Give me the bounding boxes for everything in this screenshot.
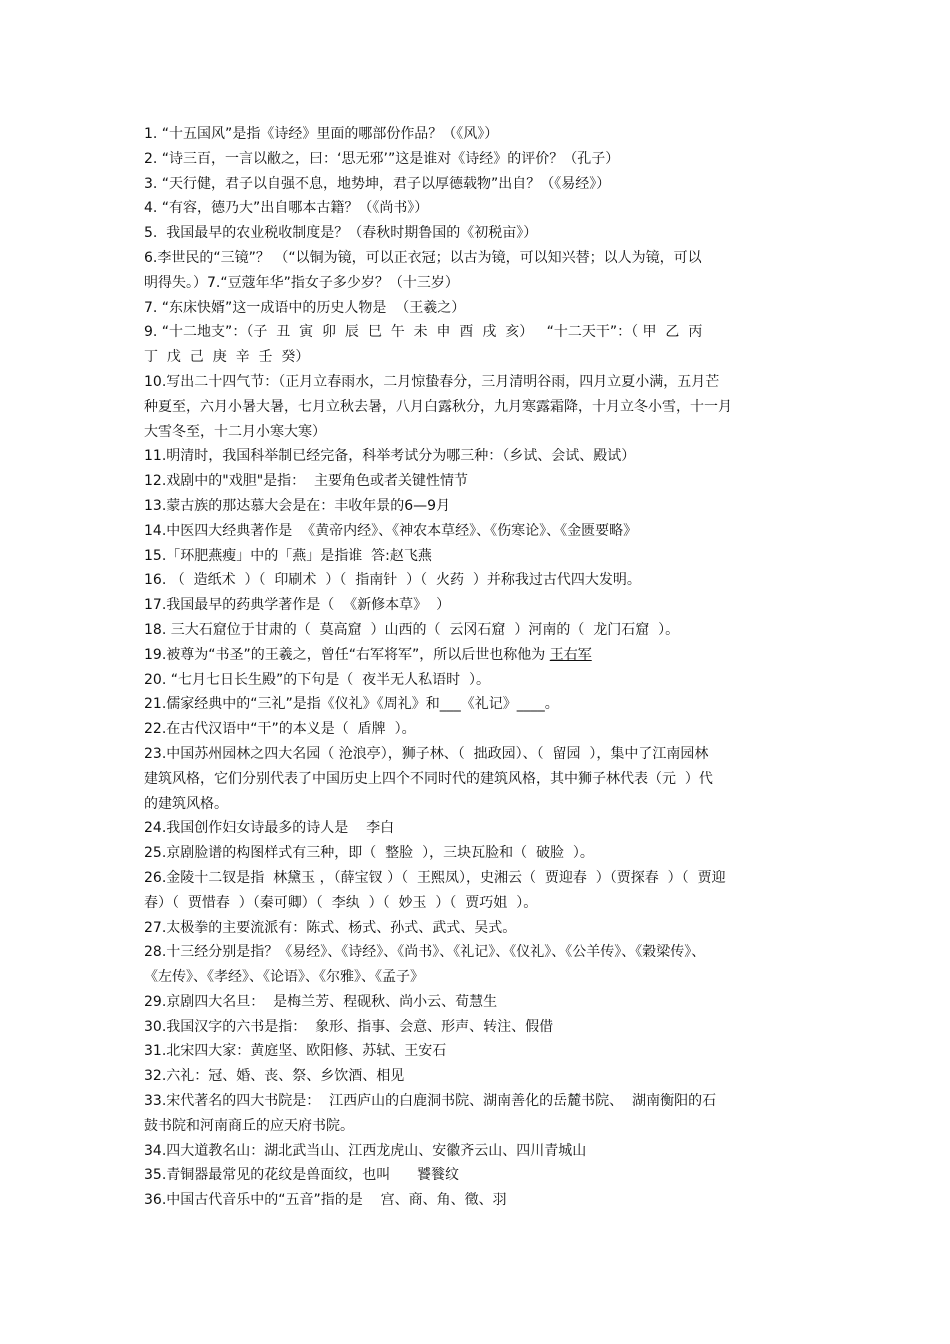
text-line — [144, 246, 814, 271]
text-line — [144, 1015, 814, 1040]
line-text: 28.十三经分别是指？《易经》、《诗经》、《尚书》、《礼记》、《仪礼》、《公羊传》、《穀梁传》、 — [144, 944, 706, 961]
text-line — [144, 866, 814, 891]
text-line — [144, 196, 814, 221]
text-line — [144, 1163, 814, 1188]
line-text: 22.在古代汉语中“干”的本义是（ 盾牌 ）。 — [144, 721, 416, 738]
line-text: 20. “七月七日长生殿”的下句是（ 夜半无人私语时 ）。 — [144, 671, 491, 688]
text-line — [144, 345, 814, 370]
line-text: 6.李世民的“三镜”？ （“以铜为镜，可以正衣冠；以古为镜，可以知兴替；以人为镜，可以 — [144, 249, 702, 266]
text-line — [144, 1064, 814, 1089]
line-text: 7. “东床快婿”这一成语中的历史人物是 （王羲之） — [144, 299, 466, 316]
text-line — [144, 717, 814, 742]
line-text: 25.京剧脸谱的构图样式有三种，即（ 整脸 ），三块瓦脸和（ 破脸 ）。 — [144, 845, 594, 862]
text-line — [144, 618, 814, 643]
underlined-answer: 王右军 — [549, 646, 592, 663]
line-text: 5. 我国最早的农业税收制度是？（春秋时期鲁国的《初税亩》） — [144, 225, 538, 242]
line-text: 32.六礼：冠、婚、丧、祭、乡饮酒、相见 — [144, 1068, 405, 1085]
text-line — [144, 940, 814, 965]
line-text: 21.儒家经典中的“三礼”是指《仪礼》《周礼》和___《礼记》____。 — [144, 696, 559, 713]
line-text: 4. “有容，德乃大”出自哪本古籍？（《尚书》） — [144, 200, 429, 217]
line-text: 16. （ 造纸术 ）（ 印刷术 ）（ 指南针 ）（ 火药 ）并称我过古代四大发明。 — [144, 572, 641, 589]
text-line — [144, 767, 814, 792]
line-text: 大雪冬至，十二月小寒大寒） — [144, 423, 326, 440]
line-text: 2. “诗三百，一言以敝之，曰：‘思无邪’”这是谁对《诗经》的评价？（孔子） — [144, 150, 620, 167]
text-line — [144, 692, 814, 717]
line-text: 29.京剧四大名旦： 是梅兰芳、程砚秋、尚小云、荀慧生 — [144, 993, 498, 1010]
text-line — [144, 990, 814, 1015]
line-text: 9. “十二地支”：（子 丑 寅 卯 辰 巳 午 未 申 酉 戌 亥） “十二天干”：（ 甲 乙 丙 — [144, 324, 703, 341]
line-text: 12.戏剧中的"戏胆"是指： 主要角色或者关键性情节 — [144, 473, 469, 490]
text-line — [144, 296, 814, 321]
line-text: 建筑风格，它们分别代表了中国历史上四个不同时代的建筑风格，其中狮子林代表（元 ）代 — [144, 770, 713, 787]
line-text: 33.宋代著名的四大书院是： 江西庐山的白鹿洞书院、湖南善化的岳麓书院、 湖南衡阳的石 — [144, 1093, 717, 1110]
text-line — [144, 841, 814, 866]
text-line — [144, 444, 814, 469]
text-line — [144, 320, 814, 345]
text-line — [144, 221, 814, 246]
text-line — [144, 965, 814, 990]
text-line — [144, 469, 814, 494]
line-text: 36.中国古代音乐中的“五音”指的是 宫、商、角、徵、羽 — [144, 1192, 507, 1209]
line-text: 3. “天行健，君子以自强不息，地势坤，君子以厚德载物”出自？（《易经》） — [144, 175, 611, 192]
line-text: 11.明清时，我国科举制已经完备，科举考试分为哪三种：（乡试、会试、殿试） — [144, 448, 636, 465]
line-text: 丁 戊 己 庚 辛 壬 癸） — [144, 349, 310, 366]
line-text: 15.「环肥燕瘦」中的「燕」是指谁 答:赵飞燕 — [144, 547, 432, 564]
text-line — [144, 1114, 814, 1139]
text-line — [144, 568, 814, 593]
line-text: 27.太极拳的主要流派有：陈式、杨式、孙式、武式、吴式。 — [144, 919, 517, 936]
text-line — [144, 420, 814, 445]
text-line — [144, 816, 814, 841]
line-text: 19.被尊为“书圣”的王羲之，曾任“右军将军”，所以后世也称他为 — [144, 646, 550, 663]
text-line — [144, 1139, 814, 1164]
text-line — [144, 668, 814, 693]
text-line — [144, 122, 814, 147]
line-text: 14.中医四大经典著作是 《黄帝内经》、《神农本草经》、《伤寒论》、《金匮要略》 — [144, 522, 638, 539]
text-line — [144, 544, 814, 569]
text-line — [144, 1039, 814, 1064]
line-text: 种夏至，六月小暑大暑，七月立秋去暑，八月白露秋分，九月寒露霜降，十月立冬小雪，十一月 — [144, 398, 732, 415]
line-text: 鼓书院和河南商丘的应天府书院。 — [144, 1117, 354, 1134]
line-text: 1. “十五国风”是指《诗经》里面的哪部份作品？（《风》） — [144, 126, 499, 142]
text-line — [144, 519, 814, 544]
line-text: 《左传》、《孝经》、《论语》、《尔雅》、《孟子》 — [144, 969, 424, 986]
text-line — [144, 271, 814, 296]
text-line — [144, 643, 814, 668]
document-body — [144, 122, 814, 1213]
line-text: 明得失。）7.“豆蔻年华”指女子多少岁？（十三岁） — [144, 274, 459, 291]
text-line — [144, 395, 814, 420]
line-text: 30.我国汉字的六书是指： 象形、指事、会意、形声、转注、假借 — [144, 1018, 554, 1035]
line-text: 10.写出二十四气节：（正月立春雨水，二月惊蛰春分，三月清明谷雨，四月立夏小满，五月芒 — [144, 373, 720, 390]
line-text: 的建筑风格。 — [144, 795, 228, 812]
line-text: 23.中国苏州园林之四大名园（ 沧浪亭），狮子林、（ 拙政园）、（ 留园 ），集中了江南园林 — [144, 745, 709, 762]
line-text: 13.蒙古族的那达慕大会是在：丰收年景的6—9月 — [144, 497, 451, 514]
text-line — [144, 1089, 814, 1114]
line-text: 34.四大道教名山：湖北武当山、江西龙虎山、安徽齐云山、四川青城山 — [144, 1142, 587, 1159]
text-line — [144, 370, 814, 395]
line-text: 17.我国最早的药典学著作是（ 《新修本草》 ） — [144, 597, 451, 614]
line-text: 35.青铜器最常见的花纹是兽面纹，也叫 饕餮纹 — [144, 1167, 459, 1184]
line-text: 24.我国创作妇女诗最多的诗人是 李白 — [144, 820, 395, 837]
text-line — [144, 916, 814, 941]
line-text: 26.金陵十二钗是指 林黛玉 ，（薛宝钗 ）（ 王熙凤），史湘云（ 贾迎春 ）（贾探春 ）（ 贾迎 — [144, 869, 726, 886]
line-text: 31.北宋四大家：黄庭坚、欧阳修、苏轼、王安石 — [144, 1043, 447, 1060]
text-line — [144, 593, 814, 618]
text-line — [144, 891, 814, 916]
text-line — [144, 1188, 814, 1213]
line-text: 18. 三大石窟位于甘肃的（ 莫高窟 ）山西的（ 云冈石窟 ）河南的（ 龙门石窟 ）。 — [144, 621, 680, 638]
text-line — [144, 172, 814, 197]
line-text: 春）（ 贾惜春 ）（秦可卿）（ 李纨 ）（ 妙玉 ）（ 贾巧姐 ）。 — [144, 894, 538, 911]
text-line — [144, 742, 814, 767]
text-line — [144, 792, 814, 817]
text-line — [144, 147, 814, 172]
text-line — [144, 494, 814, 519]
